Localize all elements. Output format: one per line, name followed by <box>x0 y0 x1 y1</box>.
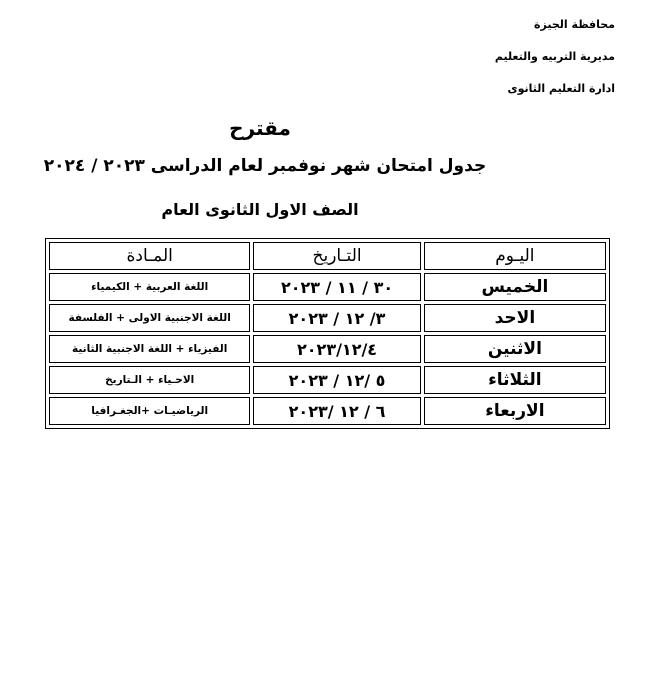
class-name: الصف الاول الثانوى العام <box>161 200 359 219</box>
day-cell: الثلاثاء <box>424 366 606 394</box>
subject-cell: الاحـياء + الـتاريخ <box>49 366 250 394</box>
subject-cell: اللغة الاجنبية الاولى + الفلسفة <box>49 304 250 332</box>
day-cell: الاربعاء <box>424 397 606 425</box>
exam-schedule-table <box>45 238 610 429</box>
directorate-label: مديرية التربيه والتعليم <box>494 50 615 63</box>
day-cell: الاثنين <box>424 335 606 363</box>
header-date: التـاريخ <box>253 242 420 270</box>
date-cell: ٢٠٢٣/١٢/٤ <box>253 335 420 363</box>
table-row <box>49 273 606 301</box>
day-cell: الاحد <box>424 304 606 332</box>
table-row <box>49 397 606 425</box>
subject-cell: اللغة العربية + الكيمياء <box>49 273 250 301</box>
governorate-label: محافظة الجيزة <box>534 18 615 31</box>
date-cell: ٣٠ / ١١ / ٢٠٢٣ <box>253 273 420 301</box>
document-subtitle: جدول امتحان شهر نوفمبر لعام الدراسى ٢٠٢٣ / ٢٠٢٤ <box>43 156 487 176</box>
header-day: اليـوم <box>424 242 606 270</box>
table-row <box>49 335 606 363</box>
table-header-row <box>49 242 606 270</box>
date-cell: ٦ / ١٢ /٢٠٢٣ <box>253 397 420 425</box>
header-subject: المـادة <box>49 242 250 270</box>
date-cell: ٥ /١٢ / ٢٠٢٣ <box>253 366 420 394</box>
document-title: مقترح <box>229 116 291 140</box>
table-row <box>49 366 606 394</box>
table-row <box>49 304 606 332</box>
day-cell: الخميس <box>424 273 606 301</box>
subject-cell: الفيزياء + اللغة الاجنبية الثانية <box>49 335 250 363</box>
date-cell: ٣/ ١٢ / ٢٠٢٣ <box>253 304 420 332</box>
administration-label: ادارة التعليم الثانوى <box>507 82 615 95</box>
subject-cell: الرياضيـات +الجغـرافيا <box>49 397 250 425</box>
